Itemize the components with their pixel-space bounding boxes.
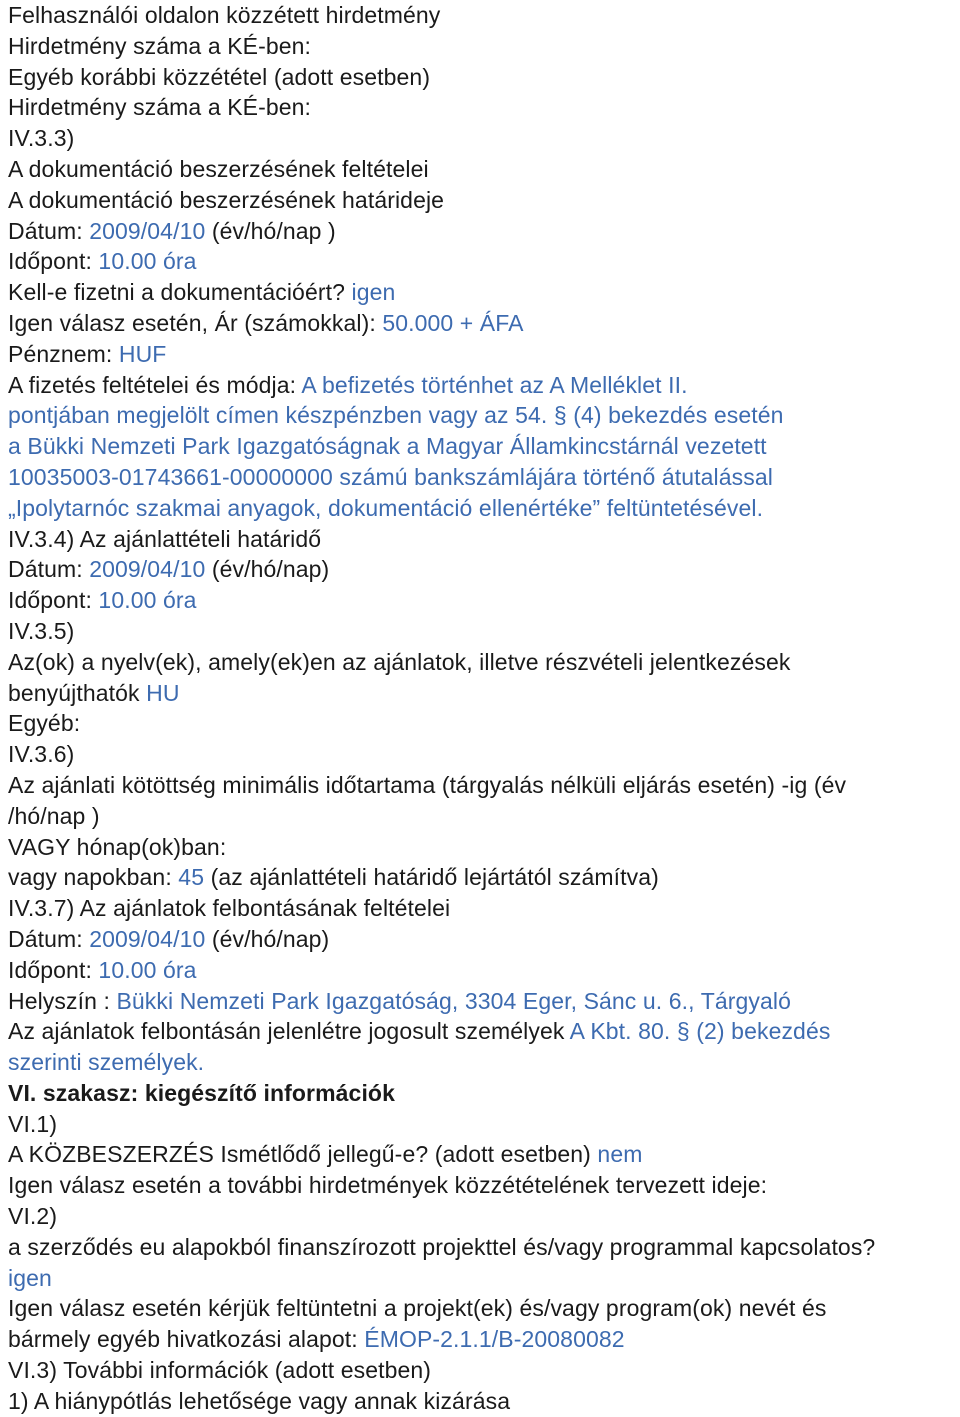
text-line bbox=[8, 801, 960, 832]
text-line bbox=[8, 1263, 960, 1294]
text-line bbox=[8, 862, 960, 893]
field-label: bármely egyéb hivatkozási alapot: bbox=[8, 1326, 365, 1353]
field-value: 10.00 óra bbox=[98, 587, 197, 614]
text-line bbox=[8, 62, 960, 93]
text-line bbox=[8, 554, 960, 585]
text-line bbox=[8, 1201, 960, 1232]
text-line bbox=[8, 955, 960, 986]
field-value: 2009/04/10 bbox=[89, 217, 206, 244]
field-label: Hirdetmény száma a KÉ-ben: bbox=[8, 32, 312, 59]
field-value: 45 bbox=[178, 864, 205, 891]
field-label: (év/hó/nap) bbox=[205, 925, 330, 952]
section-heading bbox=[8, 1078, 960, 1109]
field-label: Felhasználói oldalon közzétett hirdetmény bbox=[8, 2, 441, 28]
field-label: Igen válasz esetén a további hirdetmények közzétételének tervezett ideje: bbox=[8, 1172, 768, 1199]
field-value: pontjában megjelölt címen készpénzben vagy az 54. § (4) bekezdés esetén bbox=[8, 402, 784, 429]
field-value: igen bbox=[8, 1264, 52, 1291]
field-label: Egyéb: bbox=[8, 710, 81, 737]
field-label: Igen válasz esetén, Ár (számokkal): bbox=[8, 309, 383, 336]
text-line bbox=[8, 1109, 960, 1140]
field-label: IV.3.7) Az ajánlatok felbontásának feltételei bbox=[8, 895, 451, 922]
text-line bbox=[8, 1355, 960, 1386]
text-line bbox=[8, 1232, 960, 1263]
text-line bbox=[8, 770, 960, 801]
text-line bbox=[8, 92, 960, 123]
text-line bbox=[8, 216, 960, 247]
field-label: Időpont: bbox=[8, 587, 99, 614]
text-line bbox=[8, 1016, 960, 1047]
field-label: (az ajánlattételi határidő lejártától számítva) bbox=[204, 864, 659, 891]
text-line bbox=[8, 308, 960, 339]
text-line bbox=[8, 1324, 960, 1355]
text-line bbox=[8, 123, 960, 154]
text-line bbox=[8, 154, 960, 185]
field-value: 10.00 óra bbox=[98, 956, 197, 983]
field-label: A fizetés feltételei és módja: bbox=[8, 371, 302, 398]
field-label: Időpont: bbox=[8, 956, 99, 983]
field-label: A dokumentáció beszerzésének határideje bbox=[8, 186, 445, 213]
text-line bbox=[8, 462, 960, 493]
field-value: Bükki Nemzeti Park Igazgatóság, 3304 Eger, Sánc u. 6., Tárgyaló bbox=[116, 987, 791, 1014]
text-line bbox=[8, 1170, 960, 1201]
field-label: Az ajánlati kötöttség minimális időtartama (tárgyalás nélküli eljárás esetén) -ig (év bbox=[8, 771, 847, 798]
text-line bbox=[8, 339, 960, 370]
field-label: Az(ok) a nyelv(ek), amely(ek)en az ajánlatok, illetve részvételi jelentkezések bbox=[8, 648, 791, 675]
field-label: Pénznem: bbox=[8, 340, 119, 367]
field-label: Időpont: bbox=[8, 248, 99, 275]
field-value: igen bbox=[351, 279, 396, 306]
field-label: Hirdetmény száma a KÉ-ben: bbox=[8, 94, 312, 121]
text-line bbox=[8, 616, 960, 647]
text-line bbox=[8, 832, 960, 863]
field-label: IV.3.6) bbox=[8, 741, 75, 768]
text-line bbox=[8, 246, 960, 277]
field-label: VI.2) bbox=[8, 1203, 58, 1230]
text-line bbox=[8, 185, 960, 216]
field-label: Dátum: bbox=[8, 925, 90, 952]
text-line bbox=[8, 893, 960, 924]
field-value: 10.00 óra bbox=[98, 248, 197, 275]
field-label: 1) A hiánypótlás lehetősége vagy annak kizárása bbox=[8, 1387, 511, 1414]
field-label: VI.3) További információk (adott esetben) bbox=[8, 1357, 432, 1384]
text-line bbox=[8, 400, 960, 431]
field-label: Dátum: bbox=[8, 217, 90, 244]
text-line bbox=[8, 524, 960, 555]
field-label: Kell-e fizetni a dokumentációért? bbox=[8, 279, 352, 306]
field-value: „Ipolytarnóc szakmai anyagok, dokumentáció ellenértéke” feltüntetésével. bbox=[8, 494, 764, 521]
field-label: Egyéb korábbi közzététel (adott esetben) bbox=[8, 63, 431, 90]
text-line bbox=[8, 1047, 960, 1078]
field-value: szerinti személyek. bbox=[8, 1049, 205, 1076]
field-label: VAGY hónap(ok)ban: bbox=[8, 833, 227, 860]
field-label: vagy napokban: bbox=[8, 864, 179, 891]
text-line bbox=[8, 1293, 960, 1324]
text-line bbox=[8, 647, 960, 678]
text-line bbox=[8, 493, 960, 524]
text-line bbox=[8, 924, 960, 955]
field-value: HUF bbox=[118, 340, 167, 367]
text-line bbox=[8, 431, 960, 462]
text-line bbox=[8, 678, 960, 709]
field-label: IV.3.3) bbox=[8, 125, 75, 152]
text-line bbox=[8, 585, 960, 616]
field-value: 10035003-01743661-00000000 számú bankszámlájára történő átutalással bbox=[8, 463, 773, 490]
field-label: IV.3.5) bbox=[8, 617, 75, 644]
field-value: 2009/04/10 bbox=[89, 925, 206, 952]
text-line bbox=[8, 739, 960, 770]
field-value: nem bbox=[597, 1141, 643, 1168]
field-label: Dátum: bbox=[8, 556, 90, 583]
text-line bbox=[8, 986, 960, 1017]
field-label: A dokumentáció beszerzésének feltételei bbox=[8, 155, 429, 182]
field-label: Az ajánlatok felbontásán jelenlétre jogosult személyek bbox=[8, 1018, 570, 1045]
field-value: A befizetés történhet az A Melléklet II. bbox=[301, 371, 688, 398]
field-value: 2009/04/10 bbox=[89, 556, 206, 583]
text-line bbox=[8, 708, 960, 739]
text-line bbox=[8, 370, 960, 401]
field-label: VI. szakasz: kiegészítő információk bbox=[8, 1079, 395, 1106]
field-value: a Bükki Nemzeti Park Igazgatóságnak a Magyar Államkincstárnál vezetett bbox=[8, 433, 767, 460]
field-label: a szerződés eu alapokból finanszírozott projekttel és/vagy programmal kapcsolatos? bbox=[8, 1233, 876, 1260]
text-line bbox=[8, 277, 960, 308]
text-line bbox=[8, 0, 960, 31]
field-value: A Kbt. 80. § (2) bekezdés bbox=[569, 1018, 831, 1045]
field-label: /hó/nap ) bbox=[8, 802, 100, 829]
field-value: ÉMOP-2.1.1/B-20080082 bbox=[364, 1326, 625, 1353]
field-label: A KÖZBESZERZÉS Ismétlődő jellegű-e? (adott esetben) bbox=[8, 1141, 598, 1168]
field-value: HU bbox=[146, 679, 180, 706]
text-line bbox=[8, 31, 960, 62]
field-label: Helyszín : bbox=[8, 987, 117, 1014]
text-line bbox=[8, 1386, 960, 1417]
field-label: VI.1) bbox=[8, 1110, 58, 1137]
field-label: (év/hó/nap ) bbox=[205, 217, 336, 244]
field-label: (év/hó/nap) bbox=[205, 556, 330, 583]
field-value: 50.000 + ÁFA bbox=[382, 309, 524, 336]
text-line bbox=[8, 1139, 960, 1170]
field-label: Igen válasz esetén kérjük feltüntetni a projekt(ek) és/vagy program(ok) nevét és bbox=[8, 1295, 827, 1322]
field-label: IV.3.4) Az ajánlattételi határidő bbox=[8, 525, 322, 552]
field-label: benyújthatók bbox=[8, 679, 147, 706]
